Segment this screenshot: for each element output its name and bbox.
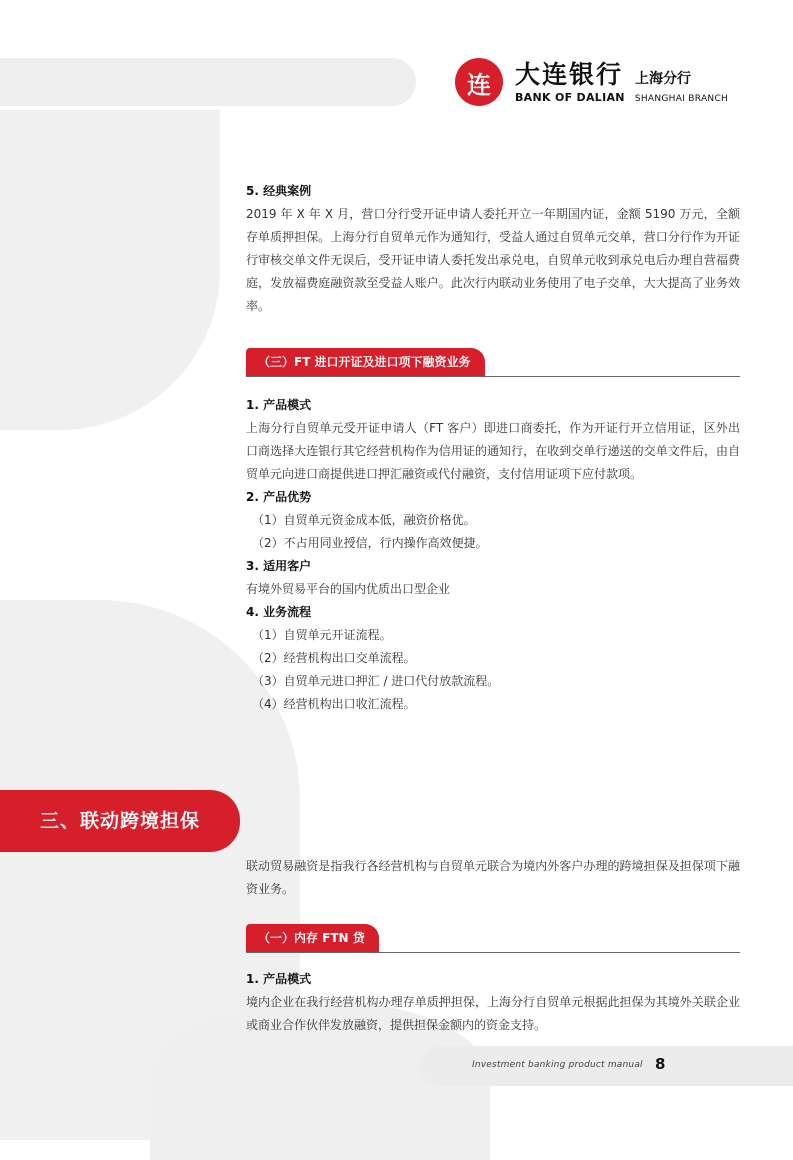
sub-section-tab: （三）FT 进口开证及进口项下融资业务 xyxy=(246,348,485,376)
case-text: 2019 年 X 年 X 月，营口分行受开证申请人委托开立一年期国内证，金额 5190 万元，全额存单质押担保。上海分行自贸单元作为通知行，受益人通过自贸单元交单，营口分行作为开证行审核交单文件无误后，受开证申请人委托发出承兑电，自贸单元收到承兑电后办理自营福费庭，发放福费庭融资款至受益人账户。此次行内联动业务使用了电子交单，大大提高了业务效率。 xyxy=(246,207,740,313)
case-heading: 5. 经典案例 xyxy=(246,184,312,198)
target-customer-text: 有境外贸易平台的国内优质出口型企业 xyxy=(246,582,451,596)
header-bar xyxy=(0,58,416,106)
process-item: （3）自贸单元进口押汇 / 进口代付放款流程。 xyxy=(252,674,500,688)
advantage-item: （1）自贸单元资金成本低，融资价格优。 xyxy=(252,513,476,527)
footer-manual-title: Investment banking product manual xyxy=(472,1060,643,1070)
section-title-banner: 三、联动跨境担保 xyxy=(0,790,240,852)
section-intro-text: 联动贸易融资是指我行各经营机构与自贸单元联合为境内外客户办理的跨境担保及担保项下融资业务。 xyxy=(246,859,740,896)
ft-section-body xyxy=(246,394,740,716)
case-block xyxy=(246,180,740,318)
product-model-heading: 1. 产品模式 xyxy=(246,972,312,986)
section-intro xyxy=(246,855,740,901)
product-model-text: 上海分行自贸单元受开证申请人（FT 客户）即进口商委托，作为开证行开立信用证，区外出口商选择大连银行其它经营机构作为信用证的通知行，在收到交单行递送的交单文件后，由自贸单元向进口商提供进口押汇融资或代付融资，支付信用证项下应付款项。 xyxy=(246,421,740,481)
product-model-text: 境内企业在我行经营机构办理存单质押担保，上海分行自贸单元根据此担保为其境外关联企业或商业合作伙伴发放融资，提供担保金额内的资金支持。 xyxy=(246,995,740,1032)
bank-logo xyxy=(455,58,728,106)
bank-logo-icon: 连 xyxy=(455,58,503,106)
process-item: （1）自贸单元开证流程。 xyxy=(252,628,392,642)
page-number: 8 xyxy=(655,1055,666,1073)
process-item: （4）经营机构出口收汇流程。 xyxy=(252,697,416,711)
bank-name-en: BANK OF DALIAN xyxy=(515,90,625,104)
advantage-item: （2）不占用同业授信，行内操作高效便捷。 xyxy=(252,536,488,550)
branch-name-cn: 上海分行 xyxy=(635,70,692,87)
process-item: （2）经营机构出口交单流程。 xyxy=(252,651,416,665)
bank-name-cn: 大连银行 xyxy=(515,59,624,89)
branch-name-en: SHANGHAI BRANCH xyxy=(634,93,729,104)
process-heading: 4. 业务流程 xyxy=(246,605,312,619)
product-model-heading: 1. 产品模式 xyxy=(246,398,312,412)
sub-section-header xyxy=(246,922,740,953)
product-advantage-heading: 2. 产品优势 xyxy=(246,490,312,504)
target-customer-heading: 3. 适用客户 xyxy=(246,559,312,573)
background-shape xyxy=(0,110,220,430)
ftn-section-body xyxy=(246,968,740,1037)
sub-section-header xyxy=(246,346,740,377)
sub-section-tab: （一）内存 FTN 贷 xyxy=(246,924,379,952)
